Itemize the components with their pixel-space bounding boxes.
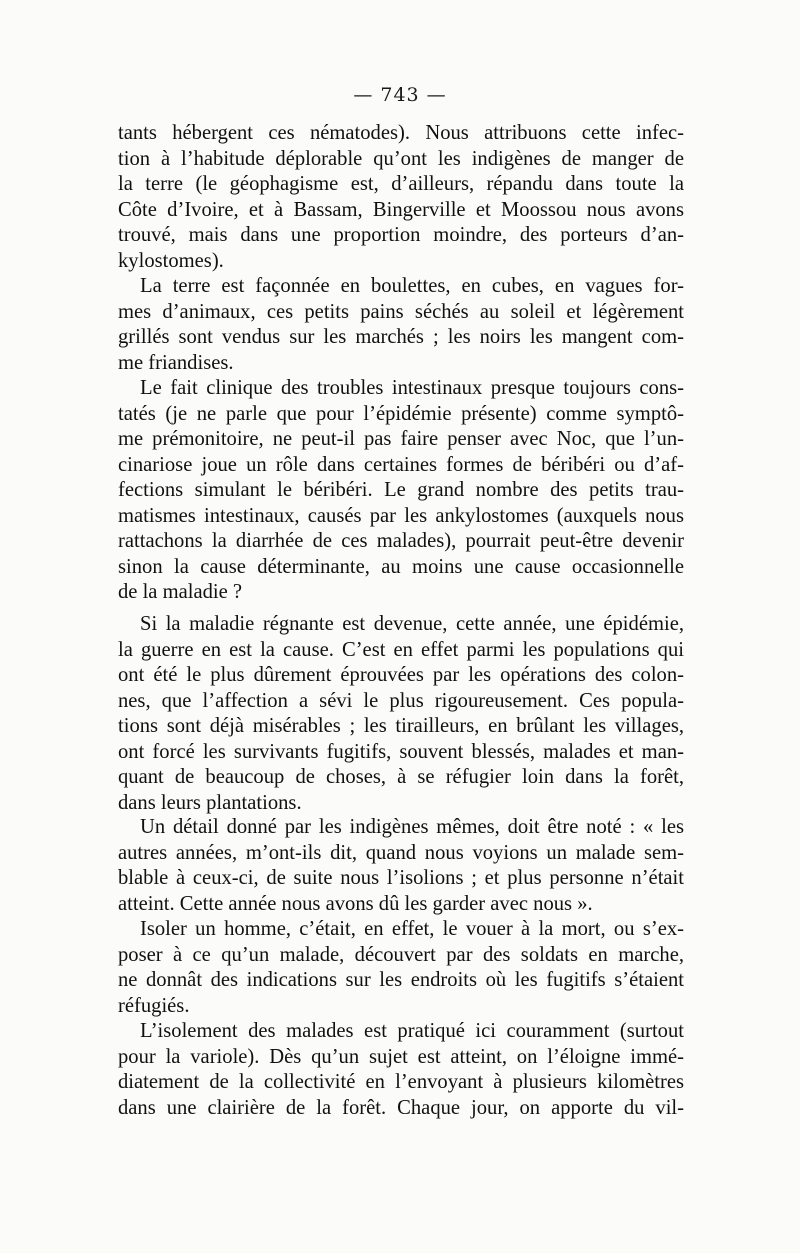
text-line: autres années, m’ont-ils dit, quand nous voyions un malade sem- [118,841,684,864]
text-line: nes, que l’affection a sévi le plus rigoureusement. Ces popula- [118,689,684,712]
text-line: Isoler un homme, c’était, en effet, le vouer à la mort, ou s’ex- [140,918,684,940]
text-line: me friandises. [118,351,234,374]
text-line: blable à ceux-ci, de suite nous l’isolions ; et plus personne n’était [118,867,684,889]
text-line: kylostomes). [118,249,224,272]
text-line: pour la variole). Dès qu’un sujet est atteint, on l’éloigne immé- [118,1045,684,1068]
paragraph-3 [118,376,684,606]
text-line: sinon la cause déterminante, au moins une cause occasionnelle [118,555,684,578]
text-line: atteint. Cette année nous avons dû les garder avec nous ». [118,892,593,915]
text-line: trouvé, mais dans une proportion moindre, des porteurs d’an- [118,224,684,246]
text-line: Le fait clinique des troubles intestinaux presque toujours cons- [140,377,684,399]
paragraph-6 [118,917,684,1019]
text-line: cinariose joue un rôle dans certaines formes de béribéri ou d’af- [118,453,684,476]
text-line: mes d’animaux, ces petits pains séchés au soleil et légèrement [118,300,684,323]
text-line: dans une clairière de la forêt. Chaque jour, on apporte du vil- [118,1096,684,1119]
text-line: tion à l’habitude déplorable qu’ont les indigènes de manger de [118,147,684,170]
text-line: L’isolement des malades est pratiqué ici couramment (surtout [140,1020,684,1042]
text-line: diatement de la collectivité en l’envoyant à plusieurs kilomètres [118,1071,684,1093]
text-line: quant de beaucoup de choses, à se réfugier loin dans la forêt, [118,766,684,788]
text-line: réfugiés. [118,994,190,1017]
text-line: de la maladie ? [118,581,243,603]
paragraph-2 [118,274,684,376]
paragraph-4 [118,612,684,816]
text-line: me prémonitoire, ne peut-il pas faire penser avec Noc, que l’un- [118,428,684,450]
text-line: grillés sont vendus sur les marchés ; les noirs les mangent com- [118,326,684,348]
text-line: La terre est façonnée en boulettes, en cubes, en vagues for- [140,275,684,297]
text-line: Côte d’Ivoire, et à Bassam, Bingerville et Moossou nous avons [118,198,684,221]
text-line: fections simulant le béribéri. Le grand nombre des petits trau- [118,479,684,501]
text-line: tions sont déjà misérables ; les tirailleurs, en brûlant les villages, [118,715,684,737]
text-line: tatés (je ne parle que pour l’épidémie présente) comme symptô- [118,402,684,425]
text-line: Un détail donné par les indigènes mêmes, doit être noté : « les [140,816,684,838]
text-line: Si la maladie régnante est devenue, cette année, une épidémie, [140,613,684,635]
text-line: poser à ce qu’un malade, découvert par des soldats en marche, [118,943,684,966]
paragraph-1 [118,121,684,274]
paragraph-5 [118,815,684,917]
text-line: ont été le plus dûrement éprouvées par les opérations des colon- [118,664,684,686]
text-line: ne donnât des indications sur les endroits où les fugitifs s’étaient [118,969,684,991]
page-number: — 743 — [353,84,447,106]
text-line: tants hébergent ces nématodes). Nous attribuons cette infec- [118,122,684,144]
text-line: la guerre en est la cause. C’est en effet parmi les populations qui [118,638,684,661]
text-line: ont forcé les survivants fugitifs, souvent blessés, malades et man- [118,740,684,763]
text-line: matismes intestinaux, causés par les ankylostomes (auxquels nous [118,504,684,527]
text-line: dans leurs plantations. [118,791,302,814]
paragraph-7 [118,1019,684,1121]
text-line: la terre (le géophagisme est, d’ailleurs, répandu dans toute la [118,173,684,195]
text-line: rattachons la diarrhée de ces malades), pourrait peut-être devenir [118,530,684,552]
